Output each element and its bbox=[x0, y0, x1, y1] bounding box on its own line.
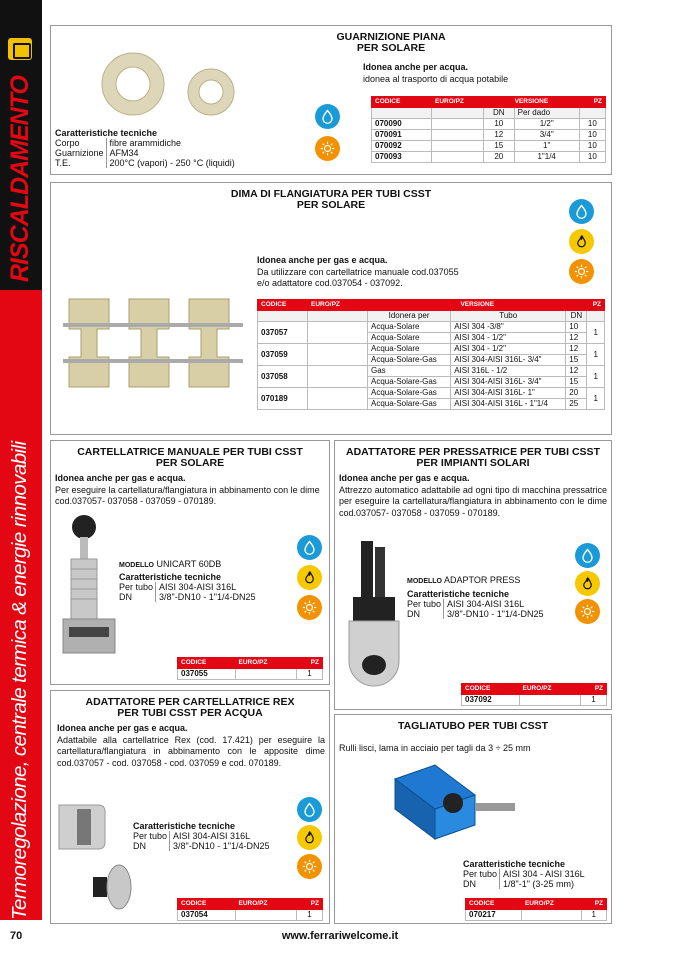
table-row: 037054 1 bbox=[178, 910, 323, 921]
model-name: ADAPTOR PRESS bbox=[444, 575, 521, 585]
specs-table: Corpo fibre arammidiche Guarnizione AFM34 T.E. 200°C (vapori) - 250 °C (liquidi) bbox=[55, 138, 235, 168]
sidebar-category: RISCALDAMENTO bbox=[6, 76, 34, 282]
sun-icon bbox=[569, 259, 594, 284]
section-title: DIMA DI FLANGIATURA PER TUBI CSST bbox=[230, 188, 432, 200]
gas-flame-icon bbox=[297, 565, 322, 590]
section-title: ADATTATORE PER CARTELLATRICE REX bbox=[85, 696, 295, 708]
desc-line-1: Da utilizzare con cartellatrice manuale cod.037055 bbox=[257, 266, 459, 277]
section-adattatore-pressatrice bbox=[334, 440, 612, 710]
table-row: Acqua-Solare-Gas AISI 304-AISI 316L- 3/4" 15 bbox=[258, 377, 605, 388]
product-table: CODICE EURO/PZ PZ 070217 1 bbox=[465, 898, 607, 921]
water-drop-icon bbox=[297, 535, 322, 560]
sidebar bbox=[0, 0, 42, 959]
section-adattatore-rex bbox=[50, 690, 330, 924]
table-row: 070093 20 1"1/4 10 bbox=[372, 152, 606, 163]
gas-flame-icon bbox=[569, 229, 594, 254]
section-title: ADATTATORE PER PRESSATRICE PER TUBI CSST bbox=[346, 446, 600, 458]
section-subtitle: PER SOLARE bbox=[356, 42, 426, 54]
sun-icon bbox=[297, 595, 322, 620]
product-table: CODICE EURO/PZ VERSIONE PZ DN Per dado 070090 10 1/2" 10 070091 12 3/4" 10 070092 15 1" 10 070093 20 1"1/4 10 bbox=[371, 96, 606, 163]
desc: Rulli lisci, lama in acciaio per tagli da 3 ÷ 25 mm bbox=[339, 743, 531, 753]
section-dima bbox=[50, 182, 612, 435]
category-logo-icon bbox=[8, 38, 32, 60]
model-label: MODELLO bbox=[407, 578, 442, 585]
water-drop-icon bbox=[575, 543, 600, 568]
table-row: 070217 1 bbox=[466, 910, 607, 921]
section-subtitle: PER IMPIANTI SOLARI bbox=[416, 457, 530, 469]
footer-url[interactable]: www.ferrariwelcome.it bbox=[281, 930, 399, 942]
table-row: Acqua-Solare-Gas AISI 304-AISI 316L - 1"1/4 25 bbox=[258, 399, 605, 410]
specs-title: Caratteristiche tecniche bbox=[463, 859, 566, 869]
specs-title: Caratteristiche tecniche bbox=[133, 821, 236, 831]
product-table: CODICE EURO/PZ VERSIONE PZ Idonera per Tubo DN 037057 Acqua-Solare AISI 304 -3/8" 10 1 Acqua-Solare AISI 304 - 1/2" 12 037059 Acqua-Solare AISI 304 - 1/2" 12 1 Acqua-Solare-Gas AISI 304-AISI 316L- 3/4" 15 037058 Gas AISI 316L - 1/2 12 1 Acqua-Solare-Gas AISI 304-AISI 316L- 3/4" 15 070189 Acqua-Solare-Gas AISI 304-AISI 316L- 1" 20 1 Acqua-Solare-Gas AISI 304-AISI 316L - 1"1/4 25 bbox=[257, 299, 605, 410]
desc: Adattabile alla cartellatrice Rex (cod. 17.421) per eseguire la cartellatura/flangiatura in abbinamento con le apposite dime cod.037057 - cod. 037058 - cod. 037059 e cod. 070189. bbox=[57, 734, 325, 768]
model-label: MODELLO bbox=[119, 562, 154, 569]
specs-table: Per tubo AISI 304-AISI 316L DN 3/8"-DN10 - 1"1/4-DN25 bbox=[119, 582, 256, 602]
sun-icon bbox=[297, 854, 322, 879]
desc: Per eseguire la cartellatura/flangiatura in abbinamento con le dime cod.037057- 037058 - 037059 - 070189. bbox=[55, 484, 320, 506]
section-guarnizione bbox=[50, 25, 612, 175]
gasket-image bbox=[91, 48, 251, 120]
specs-table: Per tubo AISI 304-AISI 316L DN 3/8"-DN10 - 1"1/4-DN25 bbox=[133, 831, 270, 851]
sun-icon bbox=[575, 599, 600, 624]
section-title: GUARNIZIONE PIANA bbox=[336, 31, 446, 43]
specs-table: Per tubo AISI 304 - AISI 316L DN 1/8"-1" (3-25 mm) bbox=[463, 869, 585, 889]
section-subtitle: PER SOLARE bbox=[296, 199, 366, 211]
specs-title: Caratteristiche tecniche bbox=[55, 128, 158, 138]
table-row: 037092 1 bbox=[462, 695, 607, 706]
table-row: 037058 Gas AISI 316L - 1/2 12 1 bbox=[258, 366, 605, 377]
table-row: 037057 Acqua-Solare AISI 304 -3/8" 10 1 bbox=[258, 322, 605, 333]
desc-line-2: e/o adattatore cod.037054 - 037092. bbox=[257, 278, 403, 288]
desc-bold: Idonea anche per gas e acqua. bbox=[339, 473, 470, 483]
flaring-die-image bbox=[61, 293, 251, 393]
table-row: 070091 12 3/4" 10 bbox=[372, 130, 606, 141]
desc: idonea al trasporto di acqua potabile bbox=[363, 73, 509, 84]
water-drop-icon bbox=[297, 797, 322, 822]
desc: Attrezzo automatico adattabile ad ogni tipo di macchina pressatrice per eseguire la cartellatura/flangiatura in abbinamento con le dime cod.037057- 037058 - 037059 - 070189. bbox=[339, 484, 607, 518]
table-row: 070090 10 1/2" 10 bbox=[372, 119, 606, 130]
section-tagliatubo bbox=[334, 714, 612, 924]
table-row: 070189 Acqua-Solare-Gas AISI 304-AISI 316L- 1" 20 1 bbox=[258, 388, 605, 399]
water-drop-icon bbox=[569, 199, 594, 224]
desc-bold: Idonea anche per acqua. bbox=[363, 62, 469, 72]
desc-bold: Idonea anche per gas e acqua. bbox=[57, 723, 188, 733]
section-subtitle: PER SOLARE bbox=[155, 457, 225, 469]
rex-adaptor-image bbox=[55, 791, 133, 919]
specs-title: Caratteristiche tecniche bbox=[407, 589, 510, 599]
table-row: 037059 Acqua-Solare AISI 304 - 1/2" 12 1 bbox=[258, 344, 605, 355]
model-name: UNICART 60DB bbox=[156, 559, 222, 569]
section-subtitle: PER TUBI CSST PER ACQUA bbox=[117, 707, 263, 719]
gas-flame-icon bbox=[575, 571, 600, 596]
sun-icon bbox=[315, 136, 340, 161]
section-cartellatrice bbox=[50, 440, 330, 685]
desc-bold: Idonea anche per gas e acqua. bbox=[257, 255, 388, 265]
product-table: CODICE EURO/PZ PZ 037054 1 bbox=[177, 898, 323, 921]
specs-title: Caratteristiche tecniche bbox=[119, 572, 222, 582]
table-row: Acqua-Solare-Gas AISI 304-AISI 316L- 3/4" 15 bbox=[258, 355, 605, 366]
table-row: 070092 15 1" 10 bbox=[372, 141, 606, 152]
press-adaptor-image bbox=[343, 537, 409, 687]
page-number: 70 bbox=[10, 930, 23, 942]
pipe-cutter-image bbox=[375, 759, 525, 855]
desc-bold: Idonea anche per gas e acqua. bbox=[55, 473, 186, 483]
product-table: CODICE EURO/PZ PZ 037055 1 bbox=[177, 657, 323, 680]
gas-flame-icon bbox=[297, 825, 322, 850]
section-title: TAGLIATUBO PER TUBI CSST bbox=[397, 720, 549, 732]
specs-table: Per tubo AISI 304-AISI 316L DN 3/8"-DN10 - 1"1/4-DN25 bbox=[407, 599, 544, 619]
table-row: 037055 1 bbox=[178, 669, 323, 680]
section-title: CARTELLATRICE MANUALE PER TUBI CSST bbox=[77, 446, 303, 458]
water-drop-icon bbox=[315, 104, 340, 129]
table-row: Acqua-Solare AISI 304 - 1/2" 12 bbox=[258, 333, 605, 344]
sidebar-subtitle: Termoregolazione, centrale termica & energie rinnovabili bbox=[8, 441, 31, 920]
product-table: CODICE EURO/PZ PZ 037092 1 bbox=[461, 683, 607, 706]
